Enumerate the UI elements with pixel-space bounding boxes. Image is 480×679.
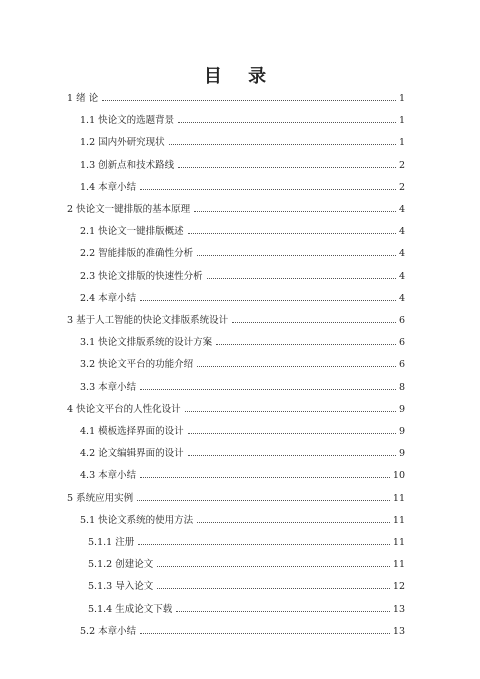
- dot-leader: [157, 587, 390, 589]
- dot-leader: [185, 410, 396, 412]
- toc-entry[interactable]: [80, 115, 405, 127]
- toc-entry-page-number: 11: [392, 537, 405, 548]
- toc-entry-page-number: 1: [398, 93, 405, 104]
- toc-entry[interactable]: [88, 581, 405, 593]
- toc-entry-page-number: 13: [392, 603, 405, 615]
- toc-entry-page-number: 6: [398, 359, 405, 371]
- toc-entry[interactable]: [80, 626, 405, 638]
- toc-entry-page-number: 11: [392, 514, 405, 526]
- toc-entry-label: 2.2 智能排版的准确性分析: [80, 248, 194, 260]
- toc-entry-label: 2.3 快论文排版的快速性分析: [80, 270, 203, 282]
- dot-leader: [140, 299, 396, 301]
- toc-entry[interactable]: [80, 470, 405, 482]
- toc-entry[interactable]: [67, 315, 405, 327]
- toc-entry-page-number: 11: [392, 559, 405, 571]
- dot-leader: [140, 632, 390, 634]
- toc-entry-label: 1 绪 论: [67, 93, 99, 104]
- toc-entry-label: 2.1 快论文一键排版概述: [80, 226, 184, 238]
- dot-leader: [188, 432, 396, 434]
- dot-leader: [169, 143, 396, 145]
- dot-leader: [188, 454, 396, 456]
- toc-entry[interactable]: [88, 537, 405, 549]
- toc-entry-label: 4.3 本章小结: [80, 470, 137, 482]
- toc-entry-page-number: 6: [398, 315, 405, 326]
- toc-entry-label: 2.4 本章小结: [80, 292, 137, 304]
- dot-leader: [157, 565, 390, 567]
- dot-leader: [197, 521, 390, 523]
- toc-entry-label: 5.1.1 注册: [88, 537, 135, 548]
- toc-entry-label: 2 快论文一键排版的基本原理: [67, 204, 191, 215]
- dot-leader: [178, 166, 396, 168]
- dot-leader: [216, 343, 396, 345]
- dot-leader: [197, 254, 396, 256]
- toc-entry[interactable]: [80, 182, 405, 194]
- toc-entry[interactable]: [80, 448, 405, 460]
- toc-entry-label: 5.2 本章小结: [80, 625, 137, 637]
- toc-entry[interactable]: [80, 426, 405, 438]
- dot-leader: [176, 610, 390, 612]
- toc-entry[interactable]: [67, 404, 405, 416]
- toc-entry[interactable]: [80, 137, 405, 149]
- toc-entry-label: 5.1.2 创建论文: [88, 559, 154, 571]
- toc-entry[interactable]: [80, 160, 405, 172]
- dot-leader: [102, 99, 396, 101]
- toc-entry[interactable]: [80, 515, 405, 527]
- dot-leader: [137, 499, 390, 501]
- toc-entry[interactable]: [80, 382, 405, 394]
- toc-entry[interactable]: [67, 93, 405, 105]
- dot-leader: [188, 232, 396, 234]
- toc-entry-page-number: 4: [398, 292, 405, 304]
- toc-entry-page-number: 4: [398, 204, 405, 215]
- toc-entry-label: 1.4 本章小结: [80, 181, 137, 193]
- toc-entry-label: 4 快论文平台的人性化设计: [67, 403, 181, 415]
- dot-leader: [194, 210, 396, 212]
- toc-entry-page-number: 8: [398, 381, 405, 393]
- toc-entry[interactable]: [88, 559, 405, 571]
- toc-entry-page-number: 13: [392, 625, 405, 637]
- toc-entry-page-number: 6: [398, 337, 405, 349]
- toc-entry[interactable]: [80, 293, 405, 305]
- dot-leader: [178, 121, 396, 123]
- toc-entry-page-number: 1: [398, 137, 405, 149]
- dot-leader: [138, 543, 390, 545]
- toc-entry[interactable]: [80, 271, 405, 283]
- toc-entry[interactable]: [88, 604, 405, 616]
- toc-entry[interactable]: [80, 226, 405, 238]
- toc-entry-page-number: 1: [398, 115, 405, 127]
- toc-entry-label: 5.1 快论文系统的使用方法: [80, 514, 194, 526]
- toc-title: 目 录: [203, 66, 277, 87]
- toc-entry[interactable]: [80, 359, 405, 371]
- toc-entry-label: 5.1.3 导入论文: [88, 581, 154, 593]
- toc-entry-page-number: 4: [398, 226, 405, 238]
- toc-entry-page-number: 11: [392, 492, 405, 504]
- dot-leader: [207, 277, 396, 279]
- toc-entry[interactable]: [67, 493, 405, 505]
- toc-entry-label: 1.1 快论文的选题背景: [80, 115, 175, 127]
- toc-entry-label: 3.2 快论文平台的功能介绍: [80, 359, 194, 371]
- toc-entry-page-number: 2: [398, 181, 405, 193]
- toc-entry-page-number: 4: [398, 248, 405, 260]
- toc-entry-page-number: 10: [392, 470, 405, 482]
- toc-entry-label: 3.3 本章小结: [80, 381, 137, 393]
- dot-leader: [197, 365, 396, 367]
- toc-entry[interactable]: [80, 337, 405, 349]
- toc-entry-page-number: 12: [392, 581, 405, 593]
- dot-leader: [140, 476, 390, 478]
- toc-entry-label: 4.1 模板选择界面的设计: [80, 426, 184, 437]
- toc-entry-page-number: 9: [398, 403, 405, 415]
- toc-entry-page-number: 9: [398, 426, 405, 437]
- toc-entry[interactable]: [67, 204, 405, 216]
- dot-leader: [140, 388, 396, 390]
- toc-entry[interactable]: [80, 248, 405, 260]
- toc-entry-label: 5.1.4 生成论文下载: [88, 603, 173, 615]
- toc-entry-label: 3.1 快论文排版系统的设计方案: [80, 337, 213, 349]
- toc-entry-label: 5 系统应用实例: [67, 492, 134, 504]
- toc-entry-page-number: 2: [398, 159, 405, 171]
- dot-leader: [232, 321, 396, 323]
- toc-entry-label: 1.3 创新点和技术路线: [80, 159, 175, 171]
- toc-entry-label: 1.2 国内外研究现状: [80, 137, 165, 149]
- toc-entry-label: 3 基于人工智能的快论文排版系统设计: [67, 315, 229, 326]
- toc-entry-page-number: 4: [398, 270, 405, 282]
- toc-entry-page-number: 9: [398, 448, 405, 460]
- toc-entry-label: 4.2 论文编辑界面的设计: [80, 448, 184, 460]
- dot-leader: [140, 188, 396, 190]
